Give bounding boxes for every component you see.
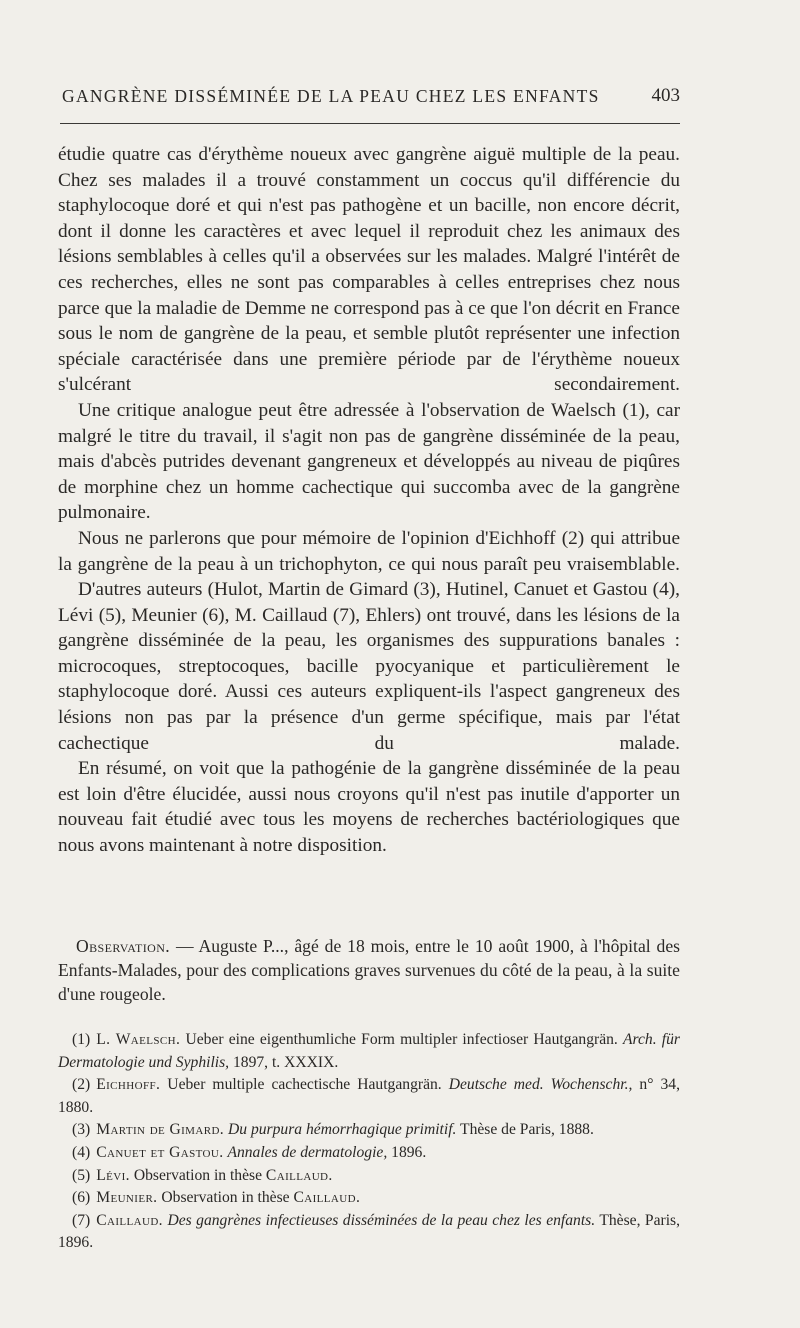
- footnote-text: Caillaud.: [293, 1189, 361, 1207]
- footnotes: [58, 1029, 680, 1255]
- footnote-text: Caillaud.: [265, 1166, 333, 1184]
- footnote-title: Du purpura hémorrhagique primitif.: [228, 1121, 457, 1139]
- footnote-text: 1897, t. XXXIX.: [229, 1053, 339, 1071]
- running-head-title: GANGRÈNE DISSÉMINÉE DE LA PEAU CHEZ LES ENFANTS: [62, 86, 600, 106]
- footnote-author: Martin de Gimard.: [96, 1121, 225, 1139]
- paragraph: En résumé, on voit que la pathogénie de la gangrène disséminée de la peau est loin d'être élucidée, aussi nous croyons qu'il n'est pas inutile d'apporter un nouveau fait étudié avec tous les moyens de recherches bactériologiques que nous avons maintenant à notre disposition.: [58, 758, 680, 857]
- footnote: [58, 1187, 680, 1210]
- footnote-title: Des gangrènes infectieuses disséminées de la peau chez les enfants.: [167, 1211, 596, 1229]
- footnote-author: Lévi.: [96, 1166, 130, 1184]
- footnote: [58, 1165, 680, 1188]
- footnote-title: Arch. für Dermatologie und Syphilis,: [58, 1031, 680, 1071]
- footnote: [58, 1210, 680, 1255]
- footnote-text: Ueber multiple cachectische Hautgangrän.: [160, 1076, 449, 1094]
- paragraph: Nous ne parlerons que pour mémoire de l'opinion d'Eichhoff (2) qui attribue la gangrène de la peau à un trichophyton, ce qui nous paraît peu vraisemblable.: [58, 527, 680, 575]
- footnote-author: Caillaud.: [96, 1211, 163, 1229]
- footnote-mark: (1): [72, 1031, 91, 1048]
- footnote-mark: (4): [72, 1143, 91, 1161]
- footnote-text: Ueber eine eigenthumliche Form multipler infectioser Hautgangrän.: [180, 1031, 623, 1048]
- footnote: [58, 1119, 680, 1142]
- footnote-text: n° 34, 1880.: [58, 1076, 680, 1116]
- footnote-author: Meunier.: [96, 1189, 158, 1207]
- footnote-text: Thèse de Paris, 1888.: [456, 1121, 594, 1139]
- footnote-text: Thèse, Paris, 1896.: [58, 1211, 681, 1252]
- observation-text: — Auguste P..., âgé de 18 mois, entre le 10 août 1900, à l'hôpital des Enfants-Malades, pour des complications graves survenues du côté de la peau, à la suite d'une rougeole.: [58, 936, 680, 1005]
- footnote: [58, 1029, 680, 1074]
- footnote-title: Deutsche med. Wochenschr.,: [448, 1076, 633, 1094]
- header-rule: [60, 123, 680, 124]
- paragraph: étudie quatre cas d'érythème noueux avec gangrène aiguë multiple de la peau. Chez ses malades il a trouvé constamment un coccus qu'il différencie du staphylocoque doré et qui n'est pas pathogène et un bacille, non encore décrit, dont il donne les caractères et avec lequel il reproduit chez les animaux des lésions semblables à celles qu'il a observées sur les malades. Malgré l'intérêt de ces recherches, elles ne sont pas comparables à celles entreprises chez nous parce que la maladie de Demme ne correspond pas à ce que l'on décrit en France sous le nom de gangrène de la peau, et semble plutôt représenter une infection spéciale caractérisée dans une première période par de l'érythème noueux s'ulcérant secondairement.: [58, 144, 680, 396]
- footnote-mark: (6): [72, 1189, 91, 1207]
- footnote-title: Annales de dermatologie,: [227, 1143, 388, 1161]
- footnote: [58, 1142, 680, 1165]
- footnote-text: Observation in thèse: [157, 1189, 294, 1207]
- footnote-mark: (3): [72, 1121, 91, 1139]
- footnote-author: L. Waelsch.: [96, 1031, 181, 1048]
- footnote-text: 1896.: [387, 1143, 427, 1161]
- footnote-mark: (2): [72, 1076, 91, 1094]
- footnote-author: Eichhoff.: [96, 1076, 161, 1094]
- footnote-author: Canuet et Gastou.: [96, 1143, 224, 1161]
- running-head: [62, 86, 680, 107]
- body-text: [58, 142, 680, 859]
- observation-label: Observation.: [76, 936, 171, 956]
- footnote: [58, 1074, 680, 1119]
- page-number: 403: [651, 85, 680, 106]
- footnote-mark: (5): [72, 1166, 91, 1184]
- paragraph: D'autres auteurs (Hulot, Martin de Gimard (3), Hutinel, Canuet et Gastou (4), Lévi (5), Meunier (6), M. Caillaud (7), Ehlers) ont trouvé, dans les lésions de la gangrène disséminée de la peau, les organismes des suppurations banales : microcoques, streptocoques, bacille pyocyanique et particulièrement le staphylocoque doré. Aussi ces auteurs expliquent-ils l'aspect gangreneux des lésions non pas par la présence d'un germe spécifique, mais par l'état cachectique du malade.: [58, 579, 680, 754]
- footnote-mark: (7): [72, 1211, 91, 1229]
- footnote-text: Observation in thèse: [129, 1166, 266, 1184]
- observation-paragraph: [58, 934, 680, 1007]
- paragraph: Une critique analogue peut être adressée à l'observation de Waelsch (1), car malgré le titre du travail, il s'agit non pas de gangrène disséminée de la peau, mais d'abcès putrides devenant gangreneux et développés au niveau de piqûres de morphine chez un homme cachectique qui succomba avec de la gangrène pulmonaire.: [58, 399, 680, 524]
